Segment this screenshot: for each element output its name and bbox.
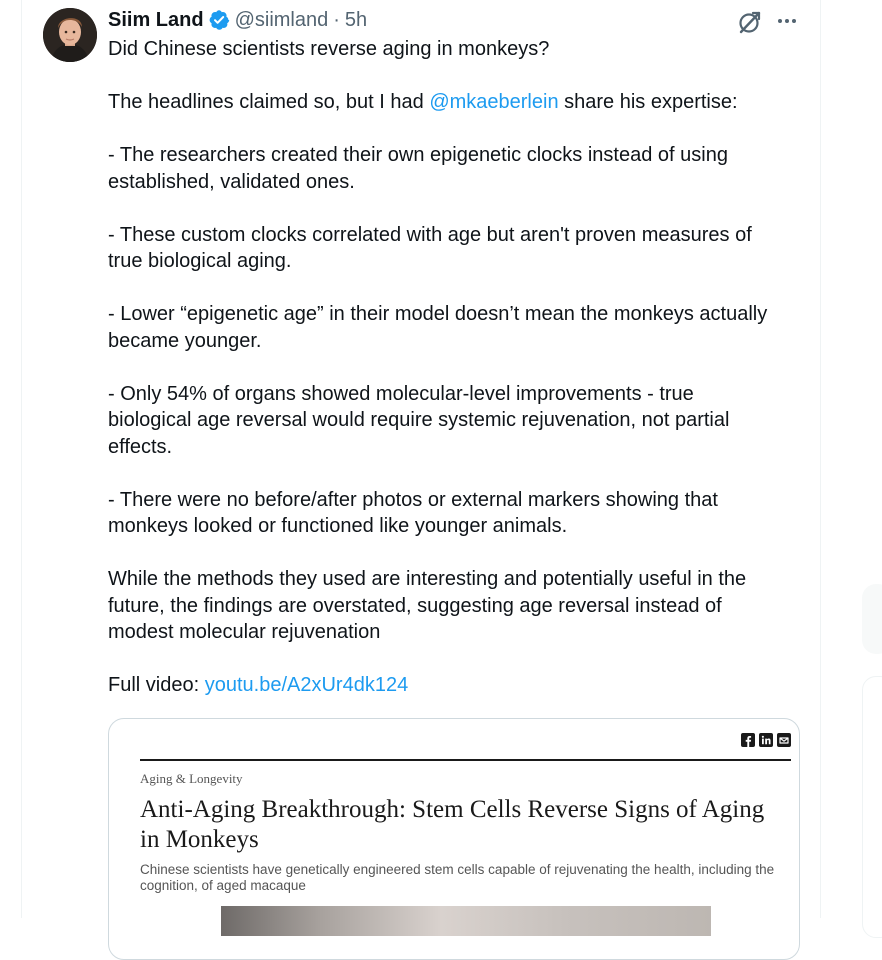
card-title: Anti-Aging Breakthrough: Stem Cells Reverse Signs of Aging in Monkeys	[140, 796, 765, 853]
card-description: Chinese scientists have genetically engineered stem cells capable of rejuvenating the health, including the cognition, of aged macaque	[140, 862, 775, 893]
author-name[interactable]: Siim Land	[108, 8, 204, 31]
card-category: Aging & Longevity	[140, 771, 243, 786]
video-label: Full video:	[108, 674, 205, 696]
card-divider	[140, 759, 791, 761]
tweet-header	[108, 6, 367, 34]
bullet-point: - The researchers created their own epigenetic clocks instead of using established, validated ones.	[108, 144, 728, 193]
bullet-point: - These custom clocks correlated with age but aren't proven measures of true biological aging.	[108, 223, 752, 272]
facebook-icon	[741, 733, 755, 747]
bullet-point: - Only 54% of organs showed molecular-level improvements - true biological age reversal would require systemic rejuvenation, not partial effects.	[108, 382, 730, 458]
tweet-paragraph-text: share his expertise:	[558, 91, 738, 113]
timeline-column-border-left	[21, 0, 22, 918]
sidebar-panel	[862, 584, 882, 654]
mention-link[interactable]: @mkaeberlein	[429, 91, 559, 113]
timeline-column-border-right	[820, 0, 821, 918]
social-icons	[741, 733, 791, 747]
tweet-question: Did Chinese scientists reverse aging in monkeys?	[108, 38, 550, 60]
linkedin-icon	[759, 733, 773, 747]
conclusion-paragraph: While the methods they used are interesting and potentially useful in the future, the findings are overstated, suggesting age reversal instead of modest molecular rejuvenation	[108, 568, 747, 643]
grok-icon[interactable]	[736, 8, 764, 36]
post-time[interactable]: 5h	[344, 8, 368, 31]
bullet-point: - There were no before/after photos or external markers showing that monkeys looked or functioned like younger animals.	[108, 488, 718, 537]
twitter-icon	[777, 733, 791, 747]
author-handle[interactable]: @siimland	[234, 8, 329, 31]
sidebar-panel	[862, 676, 882, 938]
tweet-paragraph-text: The headlines claimed so, but I had	[108, 91, 430, 113]
avatar[interactable]	[43, 8, 97, 62]
bullet-point: - Lower “epigenetic age” in their model doesn’t mean the monkeys actually became younger.	[108, 303, 768, 352]
video-link[interactable]: youtu.be/A2xUr4dk124	[204, 674, 409, 696]
more-icon[interactable]	[774, 8, 800, 34]
verified-badge-icon	[208, 9, 230, 31]
tweet-body	[108, 36, 808, 699]
link-preview-card[interactable]	[108, 718, 800, 960]
card-image	[221, 906, 711, 936]
separator-dot: ·	[333, 8, 340, 31]
avatar-image	[43, 8, 97, 62]
